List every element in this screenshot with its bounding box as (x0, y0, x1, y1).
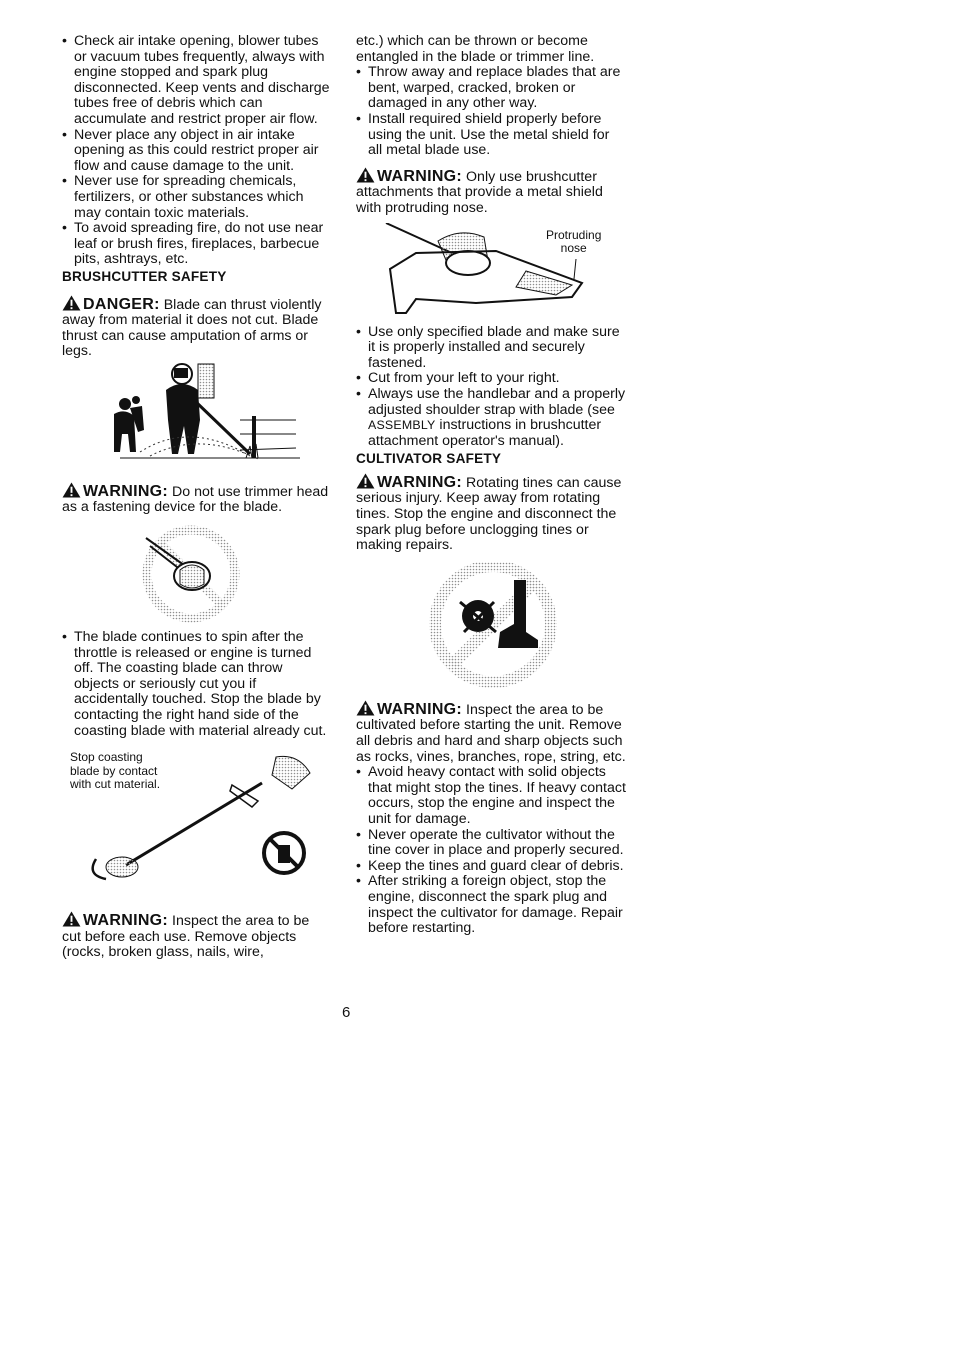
alert-text: Inspect the area to be cut before each use. Remove objects (rocks, broken glass, nails, wire, (62, 913, 310, 961)
alert-text: Rotating tines can cause serious injury. Keep away from rotating tines. Stop the engine and disconnect the spark plug before unclogging tines or making repairs. (356, 474, 622, 554)
list-item: • Never operate the cultivator without the tine cover in place and properly secured. (356, 828, 626, 859)
warning-triangle-icon (62, 295, 81, 311)
continuation-text: etc.) which can be thrown or become entangled in the blade or trimmer line. (356, 33, 595, 65)
list-item: • Avoid heavy contact with solid objects that might stop the tines. If heavy contact occurs, stop the engine and inspect the unit for damage. (356, 765, 626, 827)
list-item: • Always use the handlebar and a properly adjusted shoulder strap with blade (see ASSEMBLY instructions in brushcutter attachment operator's manual). (356, 387, 626, 449)
signal-word: WARNING: (83, 482, 169, 500)
warning-inspect-cultivate-area (356, 700, 626, 765)
nose-caption: Protruding nose (546, 227, 602, 256)
left-column (62, 34, 330, 961)
signal-word: WARNING: (83, 912, 169, 930)
protruding-nose-shield-illustration (356, 223, 626, 323)
list-item: • Cut from your left to your right. (356, 371, 626, 387)
prohibition-icon (136, 524, 246, 624)
no-trimmer-head-fastening-illustration (62, 524, 330, 630)
page-number: 6 (342, 1004, 351, 1021)
stop-coasting-blade-illustration (62, 745, 330, 915)
blade-use-bullet-list (356, 325, 626, 450)
signal-word: WARNING: (377, 473, 463, 491)
list-item: • Keep the tines and guard clear of debris. (356, 859, 626, 875)
blade-bullet-list (356, 65, 626, 159)
alert-text: Blade can thrust violently away from material it does not cut. Blade thrust can cause amputation of arms or legs. (62, 296, 322, 360)
warning-triangle-icon (356, 473, 375, 489)
no-foot-near-tines-illustration (356, 562, 626, 700)
operator-brushcutter-image (100, 360, 340, 476)
alert-text: Do not use trimmer head as a fastening device for the blade. (62, 483, 329, 516)
coasting-caption: Stop coasting blade by contact with cut material. (70, 750, 161, 792)
list-item: • Never use for spreading chemicals, fertilizers, or other substances which may contain toxic materials. (62, 174, 330, 221)
prohibition-icon (418, 562, 568, 692)
cultivator-bullet-list (356, 765, 626, 937)
blade-thrust-illustration (62, 360, 330, 476)
alert-text: Only use brushcutter attachments that provide a metal shield with protruding nose. (356, 168, 603, 216)
warning-triangle-icon (356, 700, 375, 716)
warning-metal-shield (356, 167, 626, 217)
brushcutter-safety-heading: BRUSHCUTTER SAFETY (62, 268, 227, 284)
warning-inspect-area (62, 911, 330, 961)
list-item: • The blade continues to spin after the throttle is released or engine is turned off. The coasting blade can throw objects or seriously cut you if accidentally touched. Stop the blade by contacting the right hand side of the coasting blade with material already cut. (62, 630, 330, 739)
intake-bullet-list (62, 34, 330, 268)
list-item: • Never place any object in air intake opening as this could restrict proper air flow and cause damage to the unit. (62, 128, 330, 175)
coasting-blade-bullet (62, 630, 330, 739)
signal-word: DANGER: (83, 295, 160, 313)
warning-triangle-icon (62, 482, 81, 498)
alert-text: Inspect the area to be cultivated before starting the unit. Remove all debris and hard and sharp objects such as rocks, vines, branches, rope, string, etc. (356, 701, 626, 765)
cultivator-safety-heading: CULTIVATOR SAFETY (356, 451, 502, 467)
warning-triangle-icon (356, 167, 375, 183)
warning-rotating-tines (356, 473, 626, 554)
list-item: • Check air intake opening, blower tubes or vacuum tubes frequently, always with engine stopped and spark plug disconnected. Keep vents and discharge tubes free of debris which can accumulate and restrict proper air flow. (62, 34, 330, 128)
right-column (356, 34, 626, 937)
signal-word: WARNING: (377, 167, 463, 185)
signal-word: WARNING: (377, 700, 463, 718)
list-item: • Install required shield properly before using the unit. Use the metal shield for all metal blade use. (356, 112, 626, 159)
assembly-reference: ASSEMBLY (368, 418, 436, 433)
list-item: • To avoid spreading fire, do not use near leaf or brush fires, fireplaces, barbecue pits, ashtrays, etc. (62, 221, 330, 268)
warning-trimmer-head (62, 482, 330, 516)
danger-blade-thrust (62, 295, 330, 360)
list-item: • Use only specified blade and make sure it is properly installed and securely fastened. (356, 325, 626, 372)
list-item: • After striking a foreign object, stop the engine, disconnect the spark plug and inspect the cultivator for damage. Repair before restarting. (356, 874, 626, 936)
list-item: • Throw away and replace blades that are bent, warped, cracked, broken or damaged in any other way. (356, 65, 626, 112)
